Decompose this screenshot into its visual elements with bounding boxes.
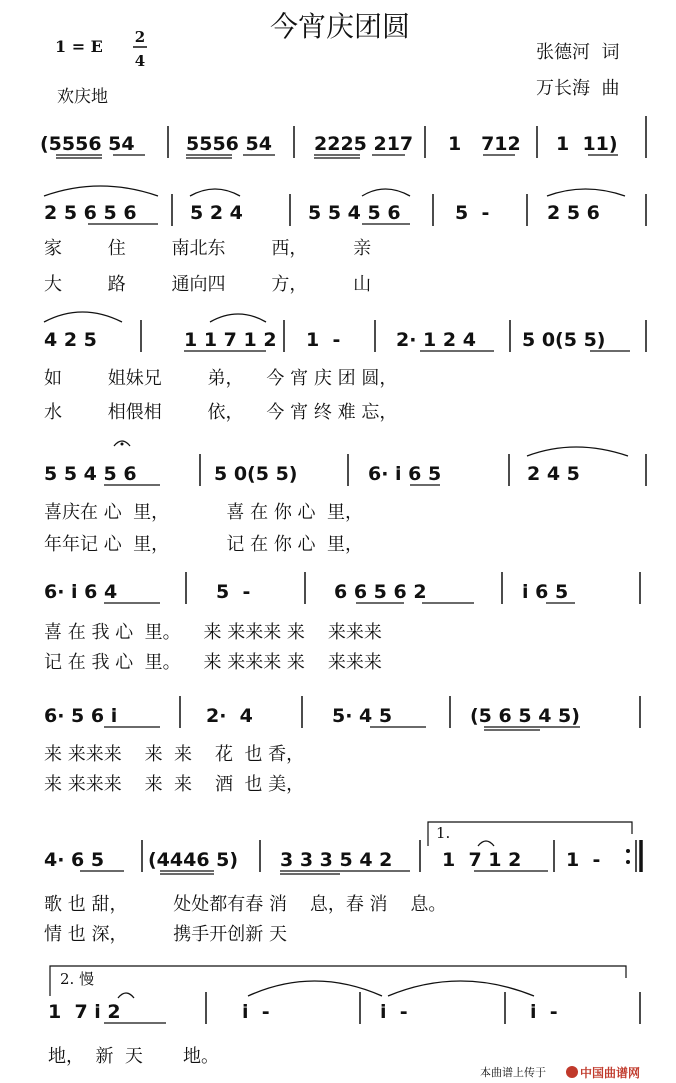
- measure-2-1: 2 5 6 5 6: [44, 202, 137, 224]
- underlines-row-6: [104, 727, 580, 730]
- measure-7-3: 3 3 3 5 4 2: [280, 849, 393, 871]
- measure-7-5: 1 -: [566, 849, 601, 871]
- measure-4-4: 2 4 5: [527, 463, 580, 485]
- slurs-row-4: [527, 447, 628, 456]
- slurs-row-3: [44, 312, 266, 322]
- time-signature-top: 2: [134, 28, 146, 46]
- staff-row-5: [44, 572, 640, 673]
- measure-3-4: 2· 1 2 4: [396, 329, 476, 351]
- staff-row-1: [40, 116, 646, 158]
- measure-1-3: 2225 217: [314, 133, 414, 155]
- measure-7-1: 4· 6 5: [44, 849, 105, 871]
- song-title: 今宵庆团圆: [269, 10, 411, 43]
- staff-row-3: [44, 312, 646, 423]
- measure-7-2: (4446 5): [148, 849, 239, 871]
- lyrics-row-4-verse-2: 年年记 心 里， 记 在 你 心 里，: [44, 534, 363, 555]
- site-logo-icon: [566, 1066, 578, 1078]
- lyrics-row-8-verse-1: 地， 新 天 地。: [48, 1046, 219, 1067]
- measure-4-1: 5 5 4 5 6: [44, 463, 137, 485]
- repeat-dot-icon: [626, 849, 630, 853]
- slurs-row-2: [44, 186, 625, 196]
- measure-6-1: 6· 5 6 i: [44, 705, 118, 727]
- lyrics-row-6-verse-2: 来 来来来 来 来 酒 也 美，: [44, 774, 305, 795]
- measure-5-2: 5 -: [216, 581, 251, 603]
- fermata-icon: [478, 841, 494, 846]
- volta-1-bracket: [428, 822, 632, 846]
- lyricist-credit: 张德河 词: [536, 42, 620, 63]
- lyrics-row-3-verse-1: 如 姐妹兄 弟， 今 宵 庆 团 圆，: [44, 368, 398, 389]
- staff-row-8: [48, 966, 640, 1067]
- measure-2-5: 2 5 6: [547, 202, 600, 224]
- lyrics-row-4-verse-1: 喜庆在 心 里， 喜 在 你 心 里，: [44, 502, 363, 523]
- lyrics-row-7-verse-2: 情 也 深， 携手开创新 天: [44, 924, 287, 945]
- repeat-dot-icon: [626, 860, 630, 864]
- staff-row-7: [44, 822, 641, 945]
- lyrics-row-3-verse-2: 水 相偎相 依， 今 宵 终 难 忘，: [44, 402, 398, 423]
- measure-4-2: 5 0(5 5): [214, 463, 298, 485]
- measure-8-4: i -: [530, 1001, 558, 1023]
- measure-1-4: 1 712: [448, 133, 521, 155]
- measure-2-3: 5 5 4 5 6: [308, 202, 401, 224]
- measure-3-5: 5 0(5 5): [522, 329, 606, 351]
- staff-row-2: [44, 186, 646, 295]
- measure-2-2: 5 2 4: [190, 202, 243, 224]
- upload-note: 本曲谱上传于: [480, 1066, 546, 1079]
- measure-7-4: 1 7 1 2: [442, 849, 522, 871]
- lyrics-row-5-verse-1: 喜 在 我 心 里。 来 来来来 来 来来来: [44, 622, 382, 643]
- measure-1-5: 1 11): [556, 133, 618, 155]
- underlines-row-7: [80, 871, 548, 874]
- measure-4-3: 6· i 6 5: [368, 463, 442, 485]
- measure-8-3: i -: [380, 1001, 408, 1023]
- staff-row-4: [44, 441, 646, 555]
- lyrics-row-2-verse-1: 家 住 南北东 西， 亲: [44, 238, 372, 259]
- measure-1-2: 5556 54: [186, 133, 272, 155]
- tempo-marking: 欢庆地: [57, 87, 108, 107]
- measure-6-4: (5 6 5 4 5): [470, 705, 580, 727]
- time-signature-bottom: 4: [134, 52, 146, 70]
- fermata-icon: [118, 993, 134, 998]
- underlines-row-1: [56, 155, 618, 158]
- measure-5-1: 6· i 6 4: [44, 581, 118, 603]
- measure-8-2: i -: [242, 1001, 270, 1023]
- barlines-row-8: [206, 992, 640, 1024]
- site-name: 中国曲谱网: [580, 1066, 641, 1080]
- composer-credit: 万长海 曲: [536, 78, 620, 99]
- lyrics-row-7-verse-1: 歌 也 甜， 处处都有春 消 息，春 消 息。: [44, 894, 447, 915]
- fermata-dot-icon: [121, 443, 124, 446]
- measure-3-2: 1 1 7 1 2: [184, 329, 277, 351]
- measure-6-2: 2· 4: [206, 705, 253, 727]
- staff-row-6: [44, 696, 640, 795]
- key-signature: 1 = E: [55, 37, 103, 56]
- measure-5-3: 6 6 5 6 2: [334, 581, 427, 603]
- volta-1-label: 1.: [436, 824, 451, 842]
- volta-2-label: 2. 慢: [60, 970, 95, 988]
- measure-5-4: i 6 5: [522, 581, 569, 603]
- lyrics-row-6-verse-1: 来 来来来 来 来 花 也 香，: [44, 744, 305, 765]
- volta-2-bracket: [50, 966, 626, 996]
- measure-3-3: 1 -: [306, 329, 341, 351]
- measure-8-1: 1 7 i 2: [48, 1001, 121, 1023]
- lyrics-row-2-verse-2: 大 路 通向四 方， 山: [44, 274, 372, 295]
- measure-1-1: (5556 54: [40, 133, 135, 155]
- measure-6-3: 5· 4 5: [332, 705, 393, 727]
- slurs-row-8: [248, 981, 534, 996]
- measure-2-4: 5 -: [455, 202, 490, 224]
- lyrics-row-5-verse-2: 记 在 我 心 里。 来 来来来 来 来来来: [44, 652, 382, 673]
- measure-3-1: 4 2 5: [44, 329, 97, 351]
